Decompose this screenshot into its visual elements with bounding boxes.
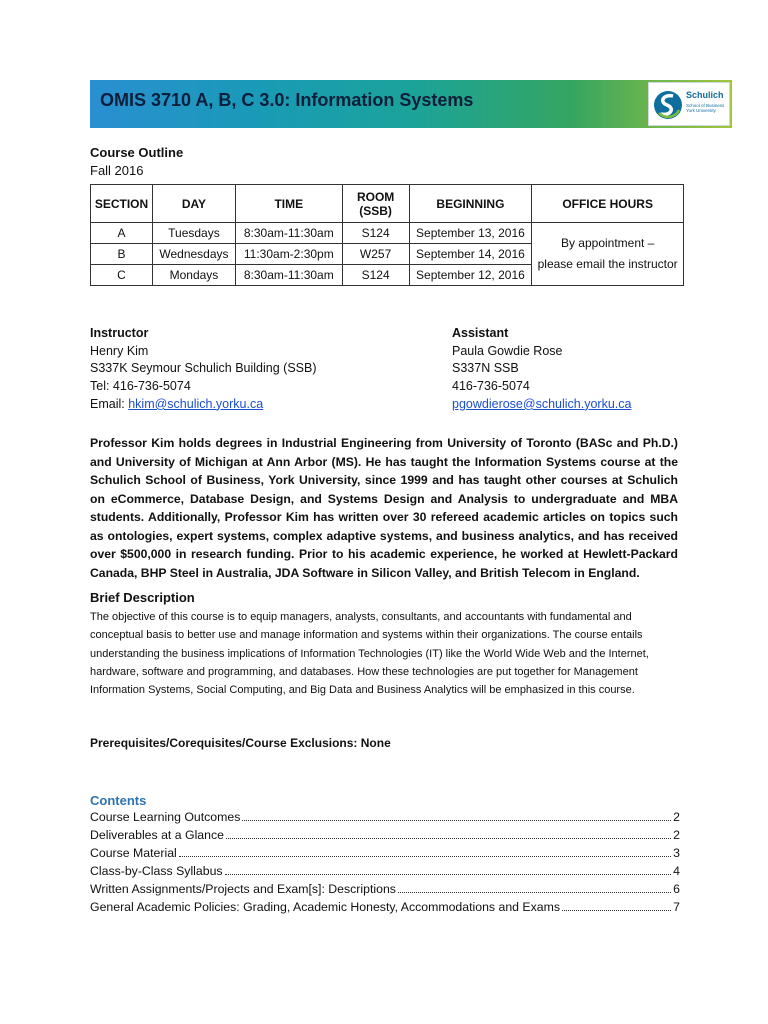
instructor-heading: Instructor	[90, 326, 149, 340]
prerequisites: Prerequisites/Corequisites/Course Exclusions: None	[90, 736, 391, 750]
time-cell: 11:30am-2:30pm	[235, 244, 342, 265]
room-cell: S124	[342, 265, 409, 286]
day-cell: Tuesdays	[152, 223, 235, 244]
header-time: TIME	[235, 185, 342, 223]
instructor-phone: Tel: 416-736-5074	[90, 379, 191, 394]
toc-item[interactable]: Class-by-Class Syllabus 4	[90, 864, 680, 878]
day-cell: Wednesdays	[152, 244, 235, 265]
email-label: Email:	[90, 396, 125, 411]
beginning-cell: September 13, 2016	[409, 223, 532, 244]
office-hours-line2: please email the instructor	[537, 257, 678, 271]
schulich-swirl-icon	[653, 88, 683, 122]
brief-description-heading: Brief Description	[90, 590, 195, 605]
assistant-block	[452, 325, 631, 414]
instructor-block	[90, 325, 317, 414]
instructor-office: S337K Seymour Schulich Building (SSB)	[90, 361, 317, 376]
instructor-email-link[interactable]: hkim@schulich.yorku.ca	[128, 396, 264, 411]
instructor-email-row	[90, 396, 317, 414]
assistant-phone: 416-736-5074	[452, 379, 530, 394]
toc-item[interactable]: Written Assignments/Projects and Exam[s]: Descriptions 6	[90, 882, 680, 896]
course-term: Fall 2016	[90, 163, 144, 178]
beginning-cell: September 12, 2016	[409, 265, 532, 286]
toc-item[interactable]: Course Material 3	[90, 846, 680, 860]
schedule-table	[90, 184, 684, 286]
office-hours-line1: By appointment –	[560, 236, 655, 250]
time-cell: 8:30am-11:30am	[235, 265, 342, 286]
section-cell: C	[91, 265, 153, 286]
table-row	[91, 223, 684, 244]
logo-name: Schulich	[686, 90, 724, 100]
brief-description-body: The objective of this course is to equip managers, analysts, consultants, and accountants with fundamental and conceptual basis to better use and manage information and systems within their organizations. The course entails understanding the business implications of Information Technologies (IT) like the World Wide Web and the Internet, hardware, software and programming, and databases. How these technologies are put together for Management Information Systems, Social Computing, and Big Data and Business Analytics will be emphasized in this course.	[90, 611, 649, 697]
instructor-name: Henry Kim	[90, 343, 149, 358]
header-day: DAY	[152, 185, 235, 223]
title-banner	[90, 80, 732, 128]
time-cell: 8:30am-11:30am	[235, 223, 342, 244]
section-cell: A	[91, 223, 153, 244]
contents-heading: Contents	[90, 793, 147, 808]
table-of-contents	[90, 810, 680, 918]
toc-item[interactable]: Deliverables at a Glance 2	[90, 828, 680, 842]
header-section: SECTION	[91, 185, 153, 223]
course-outline-label: Course Outline	[90, 145, 184, 160]
day-cell: Mondays	[152, 265, 235, 286]
assistant-email-link[interactable]: pgowdierose@schulich.yorku.ca	[452, 396, 632, 411]
header-office-hours: OFFICE HOURS	[532, 185, 684, 223]
assistant-name: Paula Gowdie Rose	[452, 343, 563, 358]
toc-item[interactable]: Course Learning Outcomes 2	[90, 810, 680, 824]
schedule-header-row	[91, 185, 684, 223]
room-cell: S124	[342, 223, 409, 244]
toc-item[interactable]: General Academic Policies: Grading, Academic Honesty, Accommodations and Exams 7	[90, 900, 680, 914]
office-hours-cell	[532, 223, 684, 286]
instructor-bio: Professor Kim holds degrees in Industrial Engineering from University of Toronto (BASc and Ph.D.) and University of Michigan at Ann Arbor (MS). He has taught the Information Systems course at the Schulich School of Business, York University, since 1999 and has taught other courses at Schulich on eCommerce, Database Design, and Systems Design and Analysis to undergraduate and MBA students. Additionally, Professor Kim has written over 30 refereed academic articles on topics such as ontologies, expert systems, complex adaptive systems, and business analytics, and has received over $500,000 in research funding. Prior to his academic experience, he worked at Hewlett-Packard Canada, BHP Steel in Australia, JDA Software in Silicon Valley, and British Telecom in England.	[90, 436, 678, 580]
assistant-heading: Assistant	[452, 326, 509, 340]
room-cell: W257	[342, 244, 409, 265]
logo-subtitle: School of Business York University	[686, 103, 725, 113]
course-title: OMIS 3710 A, B, C 3.0: Information Systems	[100, 90, 474, 110]
header-room: ROOM (SSB)	[342, 185, 409, 223]
schulich-logo	[648, 82, 730, 126]
header-beginning: BEGINNING	[409, 185, 532, 223]
assistant-office: S337N SSB	[452, 361, 519, 376]
section-cell: B	[91, 244, 153, 265]
beginning-cell: September 14, 2016	[409, 244, 532, 265]
